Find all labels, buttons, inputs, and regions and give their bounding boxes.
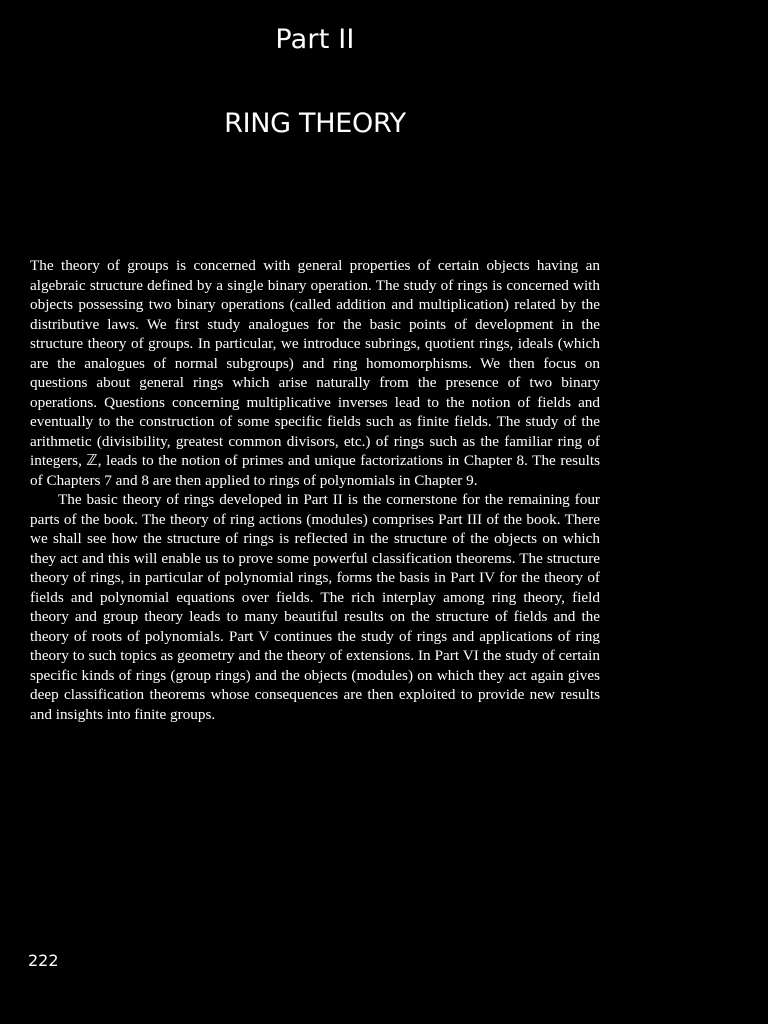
page-number: 222 (28, 951, 59, 970)
paragraph-1: The theory of groups is concerned with general properties of certain objects having an algebraic structure defined by a single binary operation. The study of rings is concerned with objects possessing two binary operations (called addition and multiplication) related by the distributive laws. We first study analogues for the basic points of development in the structure theory of groups. In particular, we introduce subrings, quotient rings, ideals (which are the analogues of normal subgroups) and ring homomorphisms. We then focus on questions about general rings which arise naturally from the presence of two binary operations. Questions concerning multiplicative inverses lead to the notion of fields and eventually to the construction of some specific fields such as finite fields. The study of the arithmetic (divisibility, greatest common divisors, etc.) of rings such as the familiar ring of integers, ℤ, leads to the notion of primes and unique factorizations in Chapter 8. The results of Chapters 7 and 8 are then applied to rings of polynomials in Chapter 9. (30, 257, 600, 489)
paragraph-2: The basic theory of rings developed in Part II is the cornerstone for the remaining four parts of the book. The theory of ring actions (modules) comprises Part III of the book. There we shall see how the structure of rings is reflected in the structure of the objects on which they act and this will enable us to prove some powerful classification theorems. The structure theory of rings, in particular of polynomial rings, forms the basis in Part IV for the theory of fields and polynomial equations over fields. The rich interplay among ring theory, field theory and group theory leads to many beautiful results on the structure of fields and the theory of roots of polynomials. Part V continues the study of rings and applications of ring theory to such topics as geometry and the theory of extensions. In Part VI the study of certain specific kinds of rings (group rings) and the objects (modules) on which they act again gives deep classification theorems whose consequences are then exploited to provide new results and insights into finite groups. (30, 491, 600, 723)
part-heading: Part II (275, 24, 355, 55)
body-text (30, 256, 600, 724)
page-title: RING THEORY (224, 108, 406, 139)
